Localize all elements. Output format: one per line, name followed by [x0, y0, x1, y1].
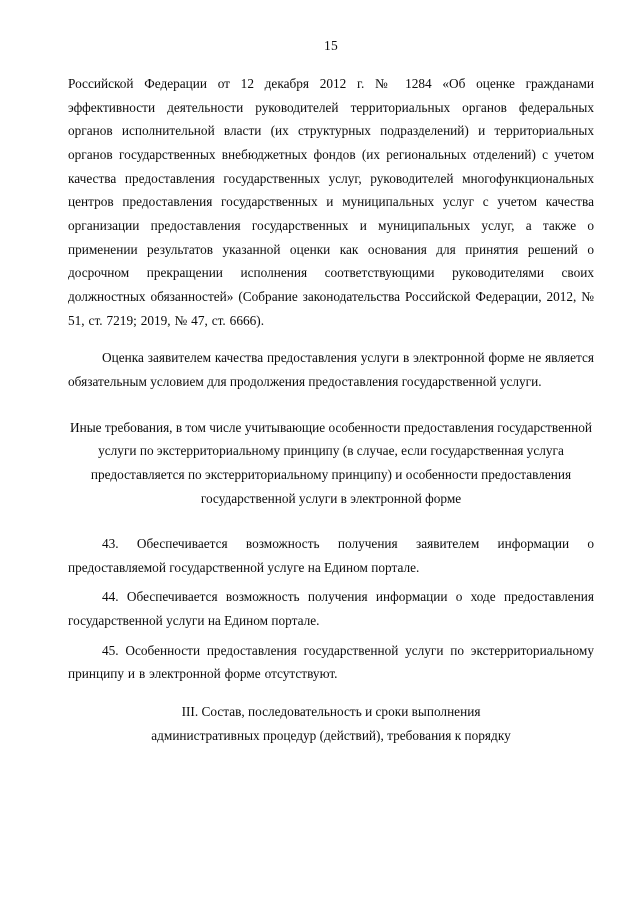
- document-body: [68, 72, 594, 748]
- paragraph-44: 44. Обеспечивается возможность получения информации о ходе предоставления государственной услуги на Едином портале.: [68, 589, 594, 629]
- page-number: 15: [324, 38, 338, 53]
- paragraph-45: 45. Особенности предоставления государственной услуги по экстерриториальному принципу и в электронной форме отсутствуют.: [68, 642, 594, 682]
- heading-other-requirements: Иные требования, в том числе учитывающие особенности предоставления государственной услуги по экстерриториальному принципу (в случае, если государственная услуга предоставляется по экстерриториальному принципу) и особенности предоставления государственной услуги в электронной форме: [70, 419, 592, 506]
- heading-section-3-line2: административных процедур (действий), требования к порядку: [151, 728, 511, 744]
- heading-section-3: III. Состав, последовательность и сроки выполнения: [181, 704, 481, 720]
- paragraph-1284: Российской Федерации от 12 декабря 2012 г. № 1284 «Об оценке гражданами эффективности деятельности руководителей территориальных органов федеральных органов исполнительной власти (их структурных подразделений) и территориальных органов государственных внебюджетных фондов (их региональных отделений) с учетом качества предоставления государственных услуг, руководителей многофункциональных центров предоставления государственных и муниципальных услуг с учетом качества организации предоставления государственных и муниципальных услуг, а также о применении результатов указанной оценки как основания для принятия решений о досрочном прекращении исполнения соответствующими руководителями своих должностных обязанностей» (Собрание законодательства Российской Федерации, 2012, № 51, ст. 7219; 2019, № 47, ст. 6666).: [68, 76, 594, 328]
- paragraph-43: 43. Обеспечивается возможность получения заявителем информации о предоставляемой государственной услуге на Едином портале.: [68, 536, 594, 575]
- paragraph-assessment: Оценка заявителем качества предоставления услуги в электронной форме не является обязательным условием для продолжения предоставления государственной услуги.: [68, 350, 594, 389]
